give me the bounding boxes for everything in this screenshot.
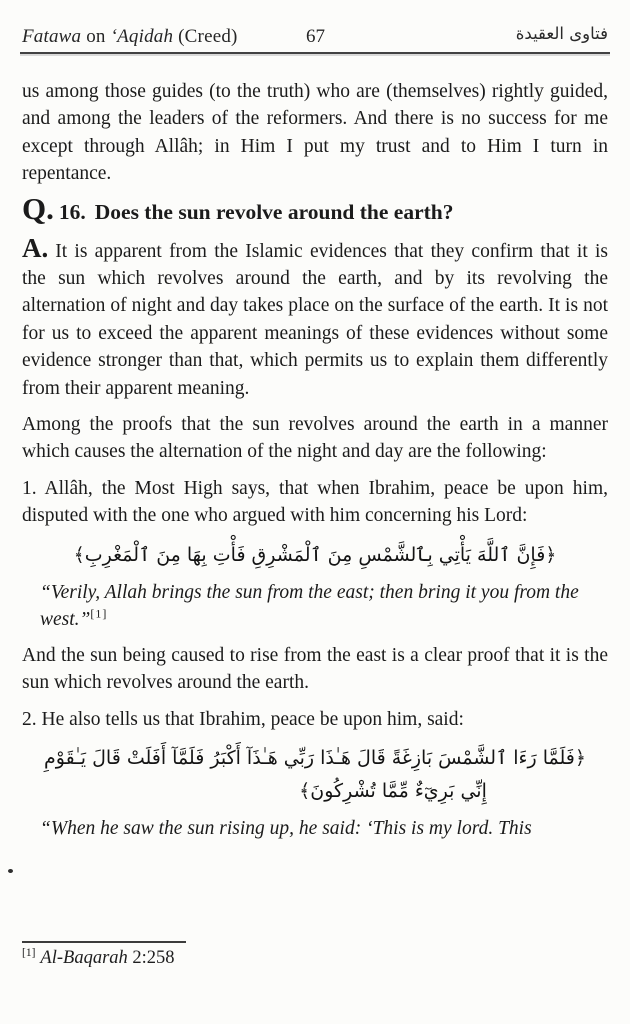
quran-verse-2-arabic bbox=[22, 742, 608, 808]
answer-paragraph bbox=[22, 232, 608, 402]
paragraph-continuation: us among those guides (to the truth) who are (themselves) rightly guided, and among the leaders of the reformers. And there is no success for me except through Allâh; in Him I put my trust and to Him I turn in repentance. bbox=[22, 81, 608, 185]
page-header bbox=[0, 0, 630, 52]
quran-verse-1-arabic: ﴿فَإِنَّ ٱللَّهَ يَأْتِي بِٱلشَّمْسِ مِنَ ٱلْمَشْرِقِ فَأْتِ بِهَا مِنَ ٱلْمَغْرِبِ﴾ bbox=[73, 543, 557, 566]
question-text: Does the sun revolve around the earth? bbox=[94, 199, 454, 224]
page-body bbox=[0, 54, 630, 842]
paragraph-east-proof: And the sun being caused to rise from the east is a clear proof that it is the sun which revolves around the earth. bbox=[22, 644, 608, 694]
running-title bbox=[22, 26, 238, 48]
question-label: Q. bbox=[22, 190, 54, 226]
verse-2-translation: “When he saw the sun rising up, he said: ‘This is my lord. This bbox=[40, 817, 532, 839]
running-title-on: on bbox=[81, 26, 111, 47]
running-title-aqidah: ‘Aqidah bbox=[110, 26, 174, 47]
answer-label: A. bbox=[22, 232, 49, 263]
quran-verse-2-line-1: ﴿فَلَمَّا رَءَا ٱلشَّمْسَ بَازِغَةً قَالَ هَـٰذَا رَبِّي هَـٰذَآ أَكْبَرُ فَلَمَّآ أَفَلَتْ قَالَ يَـٰقَوْمِ bbox=[44, 746, 586, 769]
question-number: 16. bbox=[58, 199, 86, 224]
running-title-creed: (Creed) bbox=[173, 26, 238, 47]
question-heading bbox=[22, 190, 608, 227]
paragraph-point-1: 1. Allâh, the Most High says, that when Ibrahim, peace be upon him, disputed with the one who argued with him concerning his Lord: bbox=[22, 477, 608, 527]
footnote-rule bbox=[22, 941, 186, 943]
quran-verse-2-line-2: إِنِّي بَرِيٓءٌ مِّمَّا تُشْرِكُونَ﴾ bbox=[299, 779, 487, 802]
paragraph-point-2: 2. He also tells us that Ibrahim, peace be upon him, said: bbox=[22, 708, 464, 730]
running-title-fatawa: Fatawa bbox=[22, 26, 82, 47]
verse-1-translation bbox=[40, 579, 592, 633]
footnote-verse-ref: 2:258 bbox=[127, 948, 175, 968]
paragraph-proofs-intro: Among the proofs that the sun revolves around the earth in a manner which causes the alternation of the night and day are the following: bbox=[22, 414, 608, 463]
footnote-reference-1: [1] bbox=[90, 606, 108, 621]
verse-1-translation-text: “Verily, Allah brings the sun from the east; then bring it you from the west.” bbox=[40, 581, 579, 630]
footnote-marker: [1] bbox=[22, 946, 36, 959]
footnote-text bbox=[22, 948, 608, 969]
footnote bbox=[22, 941, 608, 969]
ink-speck bbox=[8, 869, 13, 873]
page-number: 67 bbox=[306, 26, 325, 47]
arabic-running-title: فتاوى العقيدة bbox=[515, 24, 608, 43]
answer-text: It is apparent from the Islamic evidences that they confirm that it is the sun which revolves around the earth, and by its revolving the alternation of night and day takes place on the surface of the earth. It is not for us to exceed the apparent meanings of these evidences without some evidence stronger than that, which permits us to explain them differently from their apparent meaning. bbox=[22, 240, 608, 399]
footnote-source: Al-Baqarah bbox=[40, 948, 128, 968]
